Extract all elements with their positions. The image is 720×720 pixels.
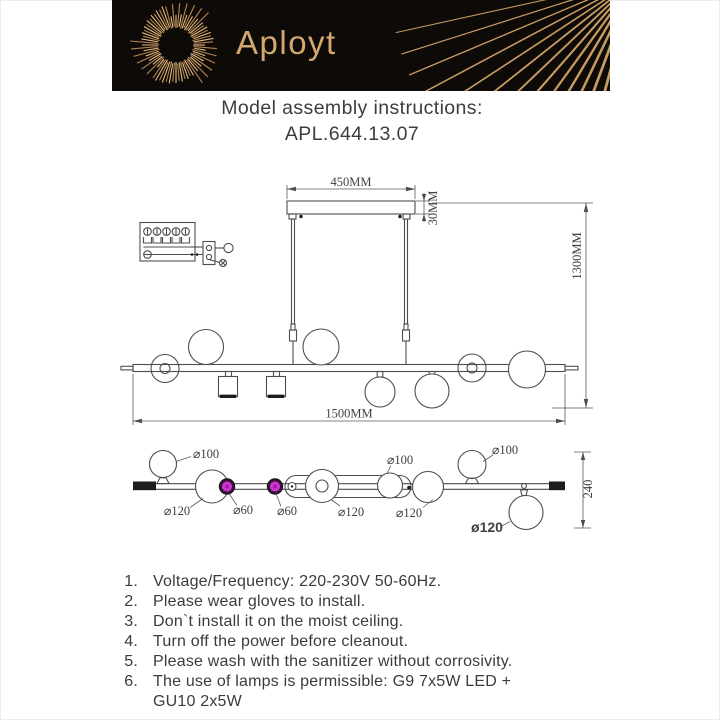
item-number bbox=[0, 692, 138, 712]
item-number: 4. bbox=[124, 633, 138, 650]
starburst-logo-icon bbox=[130, 3, 217, 83]
svg-text:⌀100: ⌀100 bbox=[192, 447, 220, 461]
brand-banner bbox=[112, 0, 610, 91]
item-text: Please wear gloves to install. bbox=[153, 593, 366, 610]
item-number: 1. bbox=[124, 573, 138, 590]
title-block bbox=[0, 97, 704, 146]
item-number: 3. bbox=[124, 613, 138, 630]
list-item bbox=[0, 632, 512, 652]
svg-text:450MM: 450MM bbox=[330, 175, 372, 189]
list-item-continuation bbox=[0, 692, 512, 712]
gu10-spot-markers bbox=[219, 479, 282, 494]
item-text: Turn off the power before cleanout. bbox=[153, 633, 409, 650]
svg-text:240: 240 bbox=[581, 479, 595, 499]
item-text: Please wash with the sanitizer without corrosivity. bbox=[153, 653, 513, 670]
svg-text:⌀60: ⌀60 bbox=[276, 504, 298, 518]
side-view-drawing bbox=[121, 175, 593, 425]
dimension-240 bbox=[574, 452, 595, 528]
list-item bbox=[0, 672, 512, 692]
item-text: The use of lamps is permissible: G9 7x5W LED + bbox=[153, 673, 512, 690]
bar-end-cap-right bbox=[549, 482, 565, 491]
technical-drawing bbox=[0, 145, 720, 565]
page-title: Model assembly instructions: bbox=[221, 97, 483, 119]
svg-text:1500MM: 1500MM bbox=[325, 406, 373, 421]
list-item bbox=[0, 572, 512, 592]
dimension-30 bbox=[416, 191, 440, 226]
dimension-450 bbox=[287, 175, 415, 199]
side-view-lamps bbox=[151, 329, 546, 408]
gu10-spotlight bbox=[267, 372, 286, 399]
ceiling-canopy bbox=[287, 201, 415, 214]
svg-text:⌀120: ⌀120 bbox=[337, 505, 365, 519]
svg-text:1300MM: 1300MM bbox=[570, 232, 584, 280]
list-item bbox=[0, 612, 512, 632]
item-number: 5. bbox=[124, 653, 138, 670]
item-text: Voltage/Frequency: 220-230V 50-60Hz. bbox=[153, 573, 442, 590]
wiring-diagram-icon bbox=[140, 223, 233, 267]
item-text: GU10 2x5W bbox=[153, 693, 242, 710]
list-item bbox=[0, 652, 512, 672]
svg-text:⌀100: ⌀100 bbox=[491, 443, 519, 457]
plan-view-drawing bbox=[133, 443, 595, 535]
item-number: 6. bbox=[124, 673, 138, 690]
instruction-list bbox=[0, 572, 512, 712]
bar-end-cap-left bbox=[133, 482, 156, 491]
rays-decoration-icon bbox=[396, 0, 610, 91]
svg-text:30MM: 30MM bbox=[426, 190, 440, 226]
item-number: 2. bbox=[124, 593, 138, 610]
gu10-spotlight bbox=[219, 372, 238, 399]
brand-wordmark: Aployt bbox=[236, 24, 337, 61]
banner-art bbox=[112, 0, 610, 91]
svg-text:⌀100: ⌀100 bbox=[386, 453, 414, 467]
svg-text:⌀120: ⌀120 bbox=[163, 504, 191, 518]
item-text: Don`t install it on the moist ceiling. bbox=[153, 613, 404, 630]
svg-text:ø120: ø120 bbox=[471, 519, 503, 535]
model-number: APL.644.13.07 bbox=[284, 123, 420, 145]
list-item bbox=[0, 592, 512, 612]
dimension-1500 bbox=[133, 374, 565, 425]
svg-text:⌀60: ⌀60 bbox=[232, 503, 254, 517]
svg-text:⌀120: ⌀120 bbox=[395, 506, 423, 520]
